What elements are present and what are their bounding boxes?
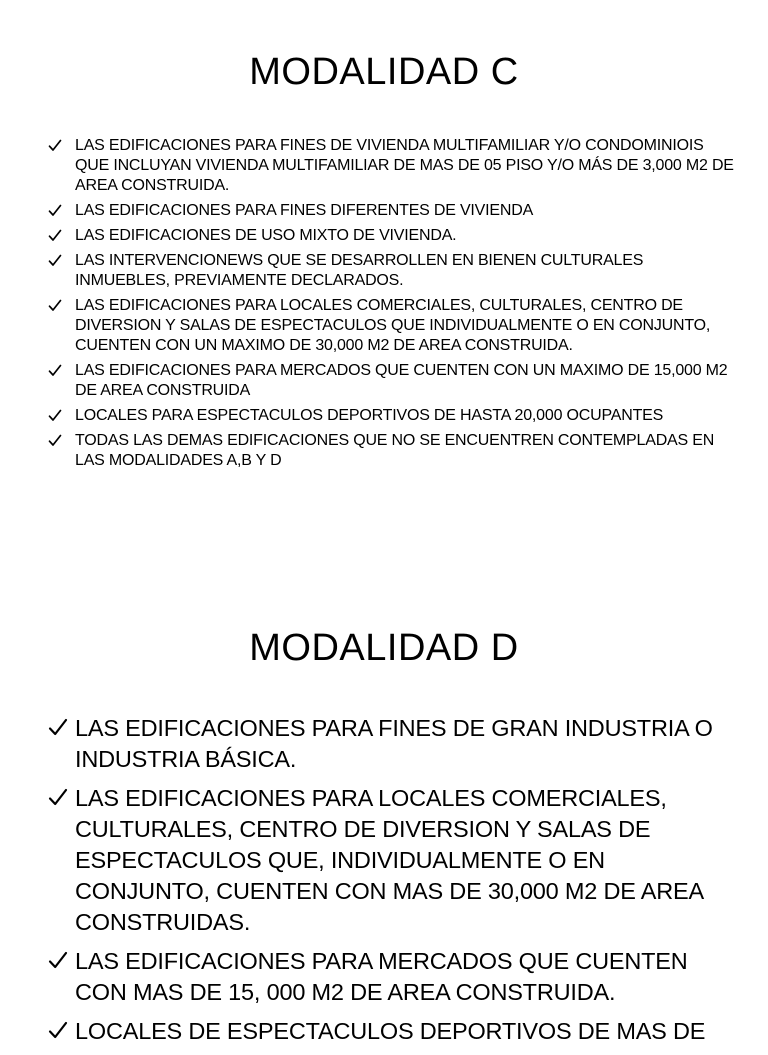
list-item-text: LOCALES PARA ESPECTACULOS DEPORTIVOS DE HASTA 20,000 OCUPANTES bbox=[75, 407, 664, 424]
list-item bbox=[48, 251, 738, 291]
list-item-text: LAS INTERVENCIONEWS QUE SE DESARROLLEN EN BIENEN CULTURALES INMUEBLES, PREVIAMENTE DECLARADOS. bbox=[75, 252, 644, 289]
checkmark-icon bbox=[48, 434, 62, 447]
list-item bbox=[48, 713, 738, 775]
checkmark-icon bbox=[48, 788, 68, 807]
list-item-text: LAS EDIFICACIONES PARA FINES DE VIVIENDA MULTIFAMILIAR Y/O CONDOMINIOIS QUE INCLUYAN VIVIENDA MULTIFAMILIAR DE MAS DE 05 PISO Y/O MÁS DE 3,000 M2 DE AREA CONSTRUIDA. bbox=[75, 137, 734, 194]
slide-title: MODALIDAD D bbox=[249, 627, 519, 669]
list-item-text: TODAS LAS DEMAS EDIFICACIONES QUE NO SE ENCUENTREN CONTEMPLADAS EN LAS MODALIDADES A,B Y D bbox=[75, 432, 715, 469]
checkmark-icon bbox=[48, 139, 62, 152]
list-item bbox=[48, 431, 738, 471]
list-item-text: LOCALES DE ESPECTACULOS DEPORTIVOS DE MAS DE bbox=[75, 1018, 706, 1044]
list-item bbox=[48, 361, 738, 401]
list-item-text: LAS EDIFICACIONES DE USO MIXTO DE VIVIENDA. bbox=[75, 227, 457, 244]
checkmark-icon bbox=[48, 409, 62, 422]
slide-title: MODALIDAD C bbox=[249, 51, 519, 93]
list-item bbox=[48, 406, 738, 426]
list-item bbox=[48, 136, 738, 196]
list-item-text: LAS EDIFICACIONES PARA FINES DIFERENTES DE VIVIENDA bbox=[75, 202, 534, 219]
checkmark-icon bbox=[48, 204, 62, 217]
checkmark-icon bbox=[48, 299, 62, 312]
list-item-text: LAS EDIFICACIONES PARA LOCALES COMERCIALES, CULTURALES, CENTRO DE DIVERSION Y SALAS DE ESPECTACULOS QUE INDIVIDUALMENTE O EN CONJUNTO, CUENTEN CON UN MAXIMO DE 30,000 M2 DE AREA CONSTRUIDA. bbox=[75, 297, 711, 354]
list-item bbox=[48, 783, 738, 938]
list-item-text: LAS EDIFICACIONES PARA MERCADOS QUE CUENTEN CON UN MAXIMO DE 15,000 M2 DE AREA CONSTRUIDA bbox=[75, 362, 728, 399]
slide-modalidad-d bbox=[0, 576, 768, 1044]
checkmark-icon bbox=[48, 254, 62, 267]
list-item-text: LAS EDIFICACIONES PARA FINES DE GRAN INDUSTRIA O INDUSTRIA BÁSICA. bbox=[75, 715, 713, 772]
list-item bbox=[48, 1016, 738, 1047]
list-item-text: LAS EDIFICACIONES PARA LOCALES COMERCIALES, CULTURALES, CENTRO DE DIVERSION Y SALAS DE ESPECTACULOS QUE, INDIVIDUALMENTE O EN CONJUNTO, CUENTEN CON MAS DE 30,000 M2 DE AREA CONSTRUIDAS. bbox=[75, 785, 703, 935]
bullet-list bbox=[48, 136, 738, 476]
checkmark-icon bbox=[48, 718, 68, 737]
list-item bbox=[48, 296, 738, 356]
checkmark-icon bbox=[48, 951, 68, 970]
list-item-text: LAS EDIFICACIONES PARA MERCADOS QUE CUENTEN CON MAS DE 15, 000 M2 DE AREA CONSTRUIDA. bbox=[75, 948, 688, 1005]
bullet-list bbox=[48, 713, 738, 1055]
checkmark-icon bbox=[48, 1021, 68, 1040]
checkmark-icon bbox=[48, 229, 62, 242]
list-item bbox=[48, 226, 738, 246]
list-item bbox=[48, 201, 738, 221]
checkmark-icon bbox=[48, 364, 62, 377]
list-item bbox=[48, 946, 738, 1008]
